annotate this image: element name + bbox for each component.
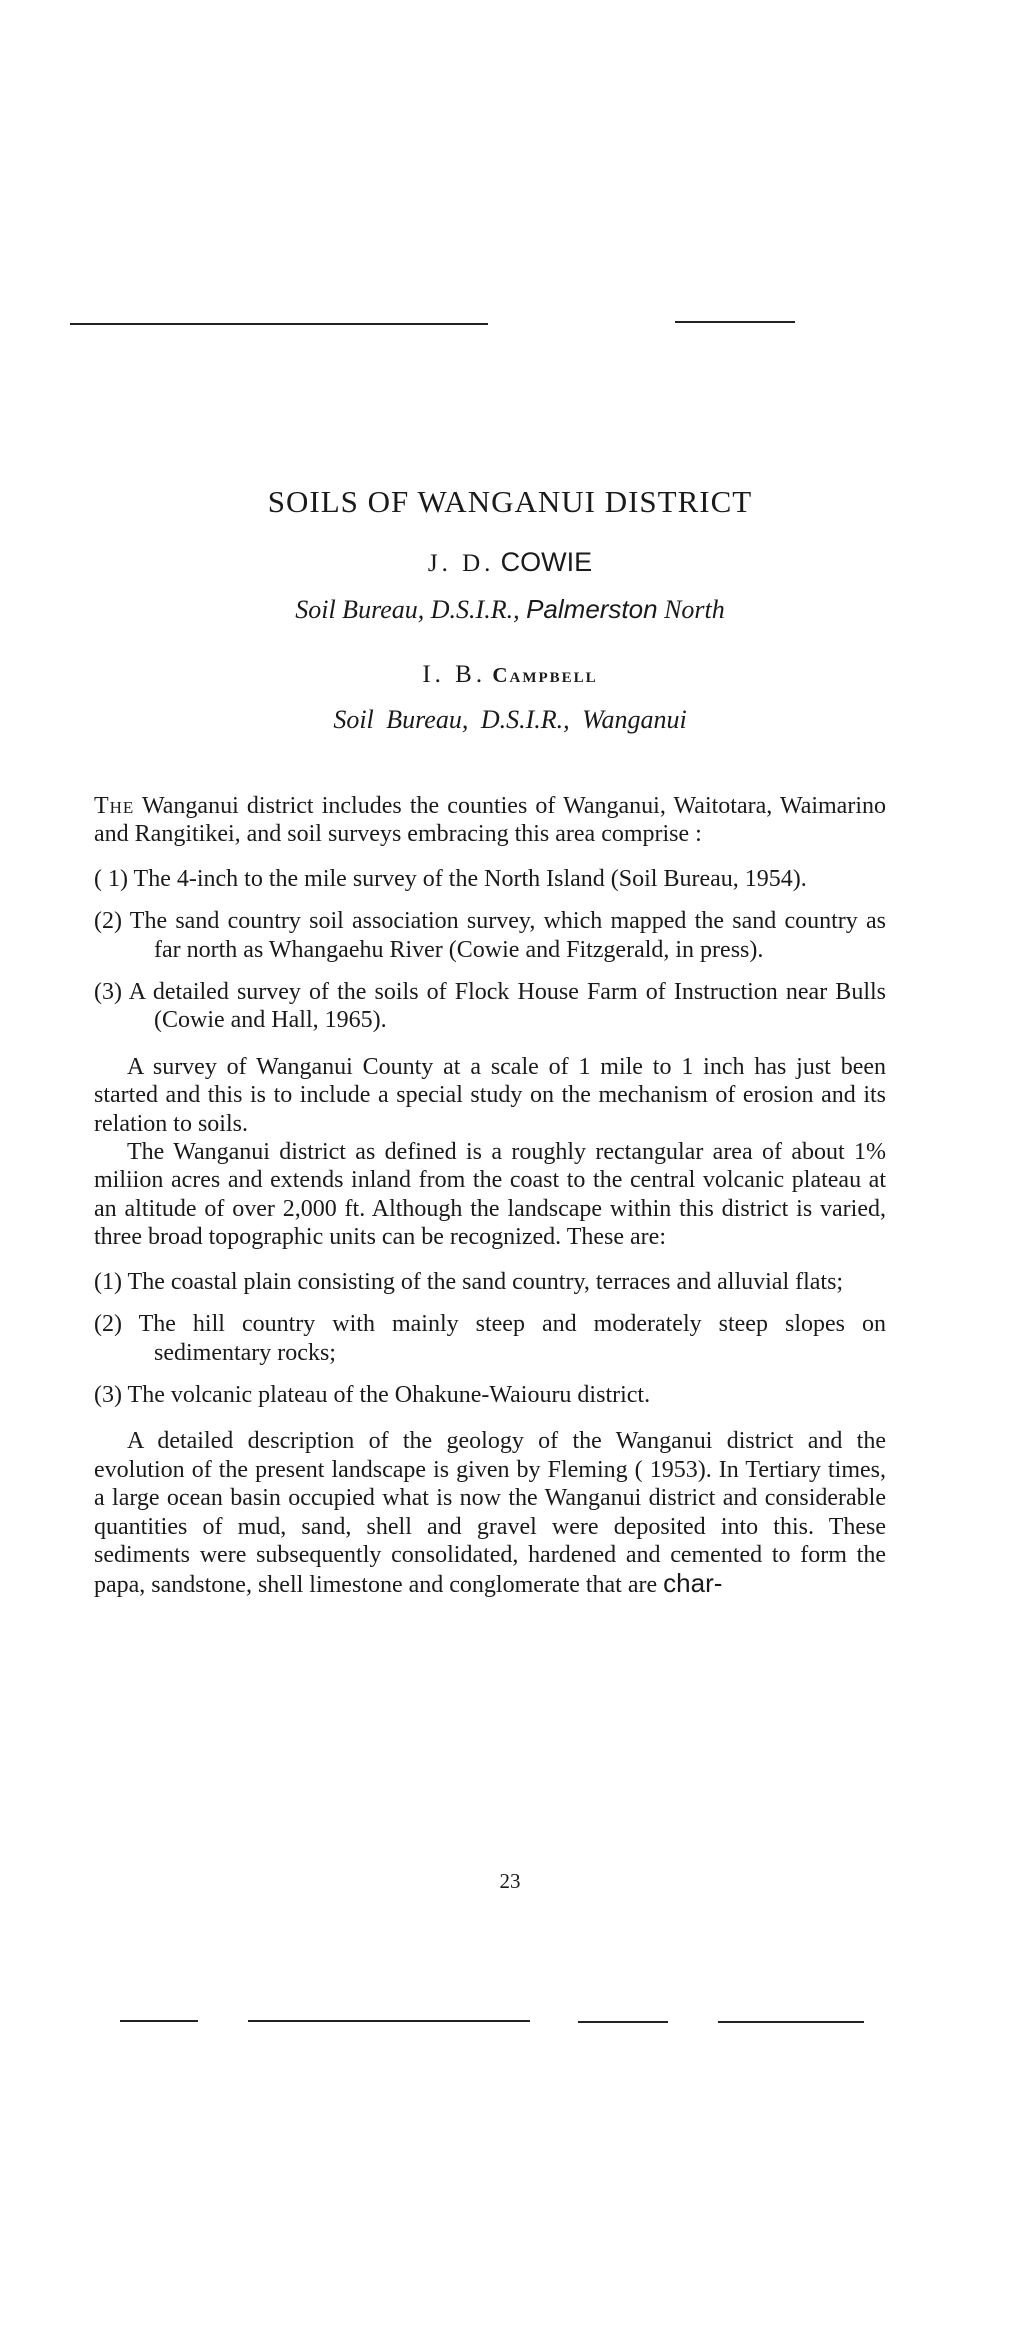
bottom-rule-3 [578,2021,668,2023]
author-cowie-initials: J. D. [427,550,495,577]
author-cowie-surname: COWIE [500,547,593,577]
affiliation-city-end: North [664,595,725,624]
paragraph-district-area: The Wanganui district as defined is a roughly rectangular area of about 1% miliion acres and extends inland from the coast to the central volcanic plateau at an altitude of over 2,000 ft. Although the landscape within this district is varied, three broad topographic units can be recognized. These are: [94,1139,886,1251]
unit-item-1: (1) The coastal plain consisting of the sand country, terraces and alluvial flats; [94,1268,844,1295]
author-cowie [0,547,1020,578]
affiliation-bureau: Soil Bureau, D.S.I.R., [295,595,520,624]
author-campbell-surname: Campbell [492,663,598,687]
author-campbell [0,661,1020,689]
bottom-rule-4 [718,2021,864,2023]
intro-text: Wanganui district includes the counties of Wanganui, Waitotara, Waimarino and Rangitikei, and soil surveys embracing this area comprise : [94,793,886,848]
author-cowie-affiliation [0,594,1020,625]
paragraph-geology-text: A detailed description of the geology of the Wanganui district and the evolution of the present landscape is given by Fleming ( 1953). In Tertiary times, a large ocean basin occupied what is now the Wanganui district and considerable quantities of mud, sand, shell and gravel were deposited into this. These sediments were subsequently consolidated, hardened and cemented to form the papa, sandstone, shell limestone and conglomerate that are [94,1428,886,1599]
bottom-rule-2 [248,2020,530,2022]
bottom-rule-1 [120,2020,198,2022]
survey-item-3: (3) A detailed survey of the soils of Flock House Farm of Instruction near Bulls (Cowie and Hall, 1965). [94,979,886,1034]
top-rule-left [70,323,488,325]
article-body [94,792,886,1600]
unit-item-3: (3) The volcanic plateau of the Ohakune-Waiouru district. [94,1381,651,1408]
author-campbell-affiliation: Soil Bureau, D.S.I.R., Wanganui [333,705,687,734]
paragraph-geology-hyphenated-end: char- [663,1568,723,1599]
article-title: SOILS OF WANGANUI DISTRICT [267,484,753,519]
paragraph-geology [94,1427,886,1599]
intro-paragraph [94,792,886,849]
paragraph-survey-county: A survey of Wanganui County at a scale of 1 mile to 1 inch has just been started and this is to include a special study on the mechanism of erosion and its relation to soils. [94,1053,886,1137]
unit-item-2: (2) The hill country with mainly steep and moderately steep slopes on sedimentary rocks; [94,1311,886,1366]
top-rule-right [675,321,795,323]
affiliation-city: Palmerston [526,594,658,624]
page-number: 23 [499,1869,521,1893]
intro-lead-word: The [94,793,135,819]
author-campbell-initials: I. B. [422,661,487,688]
survey-item-1: ( 1) The 4-inch to the mile survey of the North Island (Soil Bureau, 1954). [94,865,807,892]
survey-item-2: (2) The sand country soil association survey, which mapped the sand country as far north as Whangaehu River (Cowie and Fitzgerald, in press). [94,908,886,963]
